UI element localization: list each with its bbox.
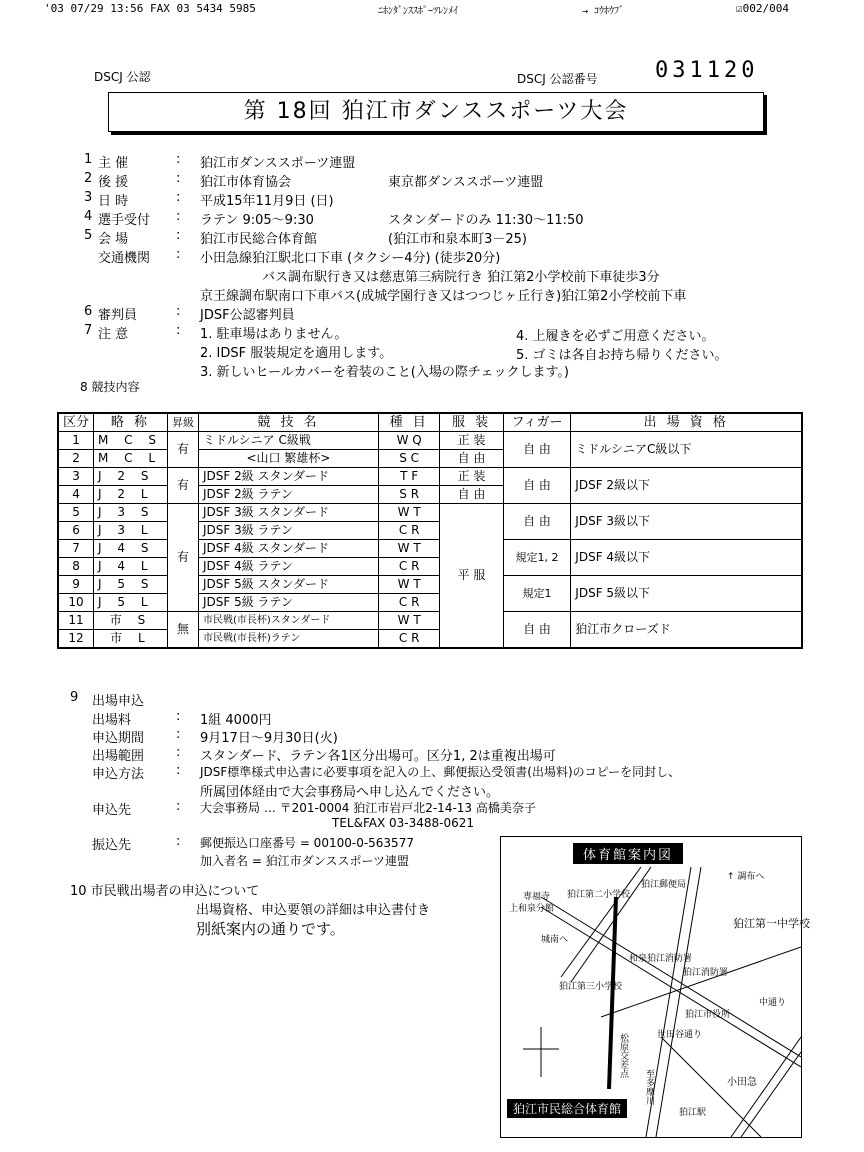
colon: : <box>176 304 181 319</box>
cell-num: 12 <box>58 630 94 649</box>
map-venue-label: 狛江市民総合体育館 <box>507 1099 627 1118</box>
cell-abbr: J 3 S <box>94 504 168 522</box>
note-2: 2. IDSF 服装規定を適用します。 <box>200 346 393 361</box>
map-label-chofu: ↑ 調布へ <box>727 872 765 882</box>
table-row <box>58 468 802 486</box>
colon: : <box>176 228 181 243</box>
note-3: 3. 新しいヒールカバーを着装のこと(入場の際チェックします。) <box>200 365 569 380</box>
cell-event: ミドルシニア C級戦 <box>198 432 378 450</box>
fax-sender: ﾆﾎﾝﾀﾞﾝｽｽﾎﾟｰﾂﾚﾝﾒｲ <box>378 6 458 17</box>
note-5: 5. ゴミは各自お持ち帰りください。 <box>516 348 728 363</box>
cell-abbr: J 2 S <box>94 468 168 486</box>
map-label-fire-station: 狛江消防署 <box>683 968 729 978</box>
cell-dance: W Q <box>378 432 439 450</box>
cell-promotion: 有 <box>167 504 198 612</box>
cell-dance: W T <box>378 576 439 594</box>
cell-abbr: J 5 S <box>94 576 168 594</box>
access-line-3: 京王線調布駅南口下車バス(成城学園行き又はつつじヶ丘行き)狛江第2小学校前下車 <box>200 289 687 304</box>
cell-qualification: ミドルシニアC級以下 <box>571 432 802 468</box>
cell-abbr: J 4 S <box>94 540 168 558</box>
item-value: 狛江市民総合体育館 <box>200 232 318 247</box>
col-header: 昇級 <box>167 413 198 432</box>
cell-promotion: 有 <box>167 468 198 504</box>
colon: : <box>176 247 181 262</box>
col-header: 区分 <box>58 413 94 432</box>
item-num: 4 <box>84 209 93 224</box>
fax-page: ☑002/004 <box>736 2 789 15</box>
colon: : <box>176 763 181 778</box>
transfer-label: 振込先 <box>92 838 132 853</box>
fee-label: 出場料 <box>92 713 132 728</box>
cell-num: 6 <box>58 522 94 540</box>
map-label-temple: 専福寺 <box>523 892 551 902</box>
map-label-odakyu: 小田急 <box>727 1077 757 1088</box>
cell-dance: W T <box>378 504 439 522</box>
period-label: 申込期間 <box>92 731 145 746</box>
access-label: 交通機関 <box>98 251 151 266</box>
item-value-2: スタンダードのみ 11:30～11:50 <box>388 213 584 228</box>
cell-abbr: J 2 L <box>94 486 168 504</box>
cell-num: 2 <box>58 450 94 468</box>
citizen-line-2: 別紙案内の通りです。 <box>196 920 345 938</box>
col-header: フィガー <box>503 413 571 432</box>
note-4: 4. 上履きを必ずご用意ください。 <box>516 329 715 344</box>
cell-num: 1 <box>58 432 94 450</box>
cell-qualification: JDSF 4級以下 <box>571 540 802 576</box>
method-line-1: JDSF標準様式申込書に必要事項を記入の上、郵便振込受領書(出場料)のコピーを同封し、 <box>200 765 681 779</box>
cell-dance: S C <box>378 450 439 468</box>
item-num: 1 <box>84 152 93 167</box>
cell-figure: 自 由 <box>503 468 571 504</box>
map-label-crossing: 松原交差点 <box>618 1033 628 1078</box>
cell-dress: 自 由 <box>440 450 503 468</box>
map-label-fire-branch: 和泉狛江消防署 <box>629 954 693 964</box>
item-value: 狛江市体育協会 <box>200 175 292 190</box>
item-label: 審判員 <box>98 308 138 323</box>
fax-recipient: → ｺｳﾎｳﾌﾞ <box>582 6 625 17</box>
cell-num: 3 <box>58 468 94 486</box>
item-label: 注 意 <box>98 327 129 342</box>
item-value: ラテン 9:05～9:30 <box>200 213 314 228</box>
cell-figure: 自 由 <box>503 504 571 540</box>
item-value-2: 東京都ダンススポーツ連盟 <box>388 175 544 190</box>
col-header: 出 場 資 格 <box>571 413 802 432</box>
map-label-elementary-2: 狛江第二小学校 <box>567 890 631 900</box>
map-label-junior-high: 狛江第一中学校 <box>733 917 810 930</box>
method-line-2: 所属団体経由で大会事務局へ申し込んでください。 <box>200 785 500 800</box>
colon: : <box>176 171 181 186</box>
cell-dress: 正 装 <box>440 468 503 486</box>
note-1: 1. 駐車場はありません。 <box>200 327 348 342</box>
citizen-line-1: 出場資格、申込要領の詳細は申込書付き <box>196 903 431 918</box>
access-line-2: バス調布駅行き又は慈恵第三病院行き 狛江第2小学校前下車徒歩3分 <box>262 270 660 285</box>
cell-dance: C R <box>378 522 439 540</box>
cell-abbr: 市 S <box>94 612 168 630</box>
item-num: 2 <box>84 171 93 186</box>
colon: : <box>176 745 181 760</box>
item-num: 7 <box>84 323 93 338</box>
colon: : <box>176 323 181 338</box>
map-label-library: 上和泉分館 <box>509 904 555 914</box>
cell-dance: C R <box>378 630 439 649</box>
cell-dress: 平 服 <box>440 504 503 649</box>
item-value: JDSF公認審判員 <box>200 308 295 323</box>
cell-qualification: JDSF 5級以下 <box>571 576 802 612</box>
item-value: 狛江市ダンススポーツ連盟 <box>200 156 356 171</box>
colon: : <box>176 799 181 814</box>
cell-dance: C R <box>378 594 439 612</box>
cell-dance: C R <box>378 558 439 576</box>
fax-date: '03 07/29 13:56 FAX 03 5434 5985 <box>44 2 256 15</box>
cell-event: JDSF 3級 スタンダード <box>198 504 378 522</box>
cell-abbr: M C L <box>94 450 168 468</box>
item-num: 3 <box>84 190 93 205</box>
map-label-setagaya: 世田谷通り <box>657 1030 703 1040</box>
cell-event: JDSF 2級 ラテン <box>198 486 378 504</box>
cell-promotion: 無 <box>167 612 198 649</box>
to-value: 大会事務局 … 〒201-0004 狛江市岩戸北2-14-13 高橋美奈子 <box>200 801 536 815</box>
item-label: 選手受付 <box>98 213 151 228</box>
cell-figure: 自 由 <box>503 432 571 468</box>
col-header: 略 称 <box>94 413 168 432</box>
cell-promotion: 有 <box>167 432 198 468</box>
cell-num: 7 <box>58 540 94 558</box>
item-label: 後 援 <box>98 175 129 190</box>
fee-value: 1組 4000円 <box>200 713 272 728</box>
map-title: 体育館案内図 <box>573 843 683 864</box>
cell-event: JDSF 4級 ラテン <box>198 558 378 576</box>
map-label-elementary-3: 狛江第三小学校 <box>559 982 623 992</box>
to-label: 申込先 <box>92 803 132 818</box>
venue-map <box>500 836 810 1138</box>
table-row <box>58 612 802 630</box>
range-label: 出場範囲 <box>92 749 145 764</box>
cell-qualification: JDSF 3級以下 <box>571 504 802 540</box>
transfer-value: 郵便振込口座番号 = 00100-0-563577 <box>200 836 414 850</box>
payee-value: 加入者名 = 狛江市ダンススポーツ連盟 <box>200 854 409 868</box>
method-label: 申込方法 <box>92 767 145 782</box>
citizen-heading: 10 市民戦出場者の申込について <box>70 884 260 899</box>
map-label-tama: 至多摩川 <box>644 1069 654 1105</box>
cell-abbr: 市 L <box>94 630 168 649</box>
item-num: 6 <box>84 304 93 319</box>
table-row <box>58 504 802 522</box>
cell-abbr: J 3 L <box>94 522 168 540</box>
colon: : <box>176 190 181 205</box>
cell-dress: 自 由 <box>440 486 503 504</box>
map-label-post-office: 狛江郵便局 <box>641 880 687 890</box>
cell-abbr: J 4 L <box>94 558 168 576</box>
item-label: 日 時 <box>98 194 129 209</box>
cell-figure: 規定1, 2 <box>503 540 571 576</box>
section-num: 9 <box>70 690 79 705</box>
cell-figure: 規定1 <box>503 576 571 612</box>
col-header: 種 目 <box>378 413 439 432</box>
events-table <box>57 412 803 649</box>
cell-qualification: 狛江市クローズド <box>571 612 802 649</box>
col-header: 服 装 <box>440 413 503 432</box>
tel-fax: TEL&FAX 03-3488-0621 <box>332 816 475 830</box>
item-label: 会 場 <box>98 232 129 247</box>
cell-dress: 正 装 <box>440 432 503 450</box>
map-label-jonan: 城南へ <box>541 935 569 945</box>
table-header-row <box>58 413 802 432</box>
dscj-number-label: DSCJ 公認番号 <box>517 72 598 86</box>
colon: : <box>176 834 181 849</box>
cell-abbr: M C S <box>94 432 168 450</box>
cell-dance: W T <box>378 540 439 558</box>
page-title: 第 18回 狛江市ダンススポーツ大会 <box>108 92 764 132</box>
dscj-number: 031120 <box>655 58 759 83</box>
cell-dance: W T <box>378 612 439 630</box>
cell-figure: 自 由 <box>503 612 571 649</box>
access-line-1: 小田急線狛江駅北口下車 (タクシー4分) (徒歩20分) <box>200 251 501 266</box>
cell-event: JDSF 2級 スタンダード <box>198 468 378 486</box>
cell-event: <山口 繁雄杯> <box>198 450 378 468</box>
item-value: 平成15年11月9日 (日) <box>200 194 334 209</box>
colon: : <box>176 709 181 724</box>
item-value-2: (狛江市和泉本町3－25) <box>388 232 527 247</box>
cell-num: 11 <box>58 612 94 630</box>
cell-dance: S R <box>378 486 439 504</box>
events-heading: 8 競技内容 <box>80 380 140 394</box>
cell-num: 10 <box>58 594 94 612</box>
col-header: 競 技 名 <box>198 413 378 432</box>
section-heading: 出場申込 <box>92 694 145 709</box>
colon: : <box>176 727 181 742</box>
period-value: 9月17日～9月30日(火) <box>200 731 338 746</box>
cell-event: 市民戦(市長杯)スタンダード <box>198 612 378 630</box>
map-label-city-hall: 狛江市役所 <box>685 1010 731 1020</box>
table-row <box>58 432 802 450</box>
cell-num: 5 <box>58 504 94 522</box>
cell-abbr: J 5 L <box>94 594 168 612</box>
colon: : <box>176 209 181 224</box>
cell-num: 9 <box>58 576 94 594</box>
map-label-komae-station: 狛江駅 <box>679 1108 707 1118</box>
cell-event: JDSF 4級 スタンダード <box>198 540 378 558</box>
colon: : <box>176 152 181 167</box>
range-value: スタンダード、ラテン各1区分出場可。区分1, 2は重複出場可 <box>200 749 556 764</box>
cell-dance: T F <box>378 468 439 486</box>
map-label-naka-dori: 中通り <box>759 998 787 1008</box>
item-num: 5 <box>84 228 93 243</box>
cell-qualification: JDSF 2級以下 <box>571 468 802 504</box>
cell-num: 4 <box>58 486 94 504</box>
cell-event: JDSF 3級 ラテン <box>198 522 378 540</box>
item-label: 主 催 <box>98 156 129 171</box>
cell-event: JDSF 5級 スタンダード <box>198 576 378 594</box>
cell-event: 市民戦(市長杯)ラテン <box>198 630 378 649</box>
cell-event: JDSF 5級 ラテン <box>198 594 378 612</box>
dscj-approved: DSCJ 公認 <box>94 70 151 84</box>
cell-num: 8 <box>58 558 94 576</box>
